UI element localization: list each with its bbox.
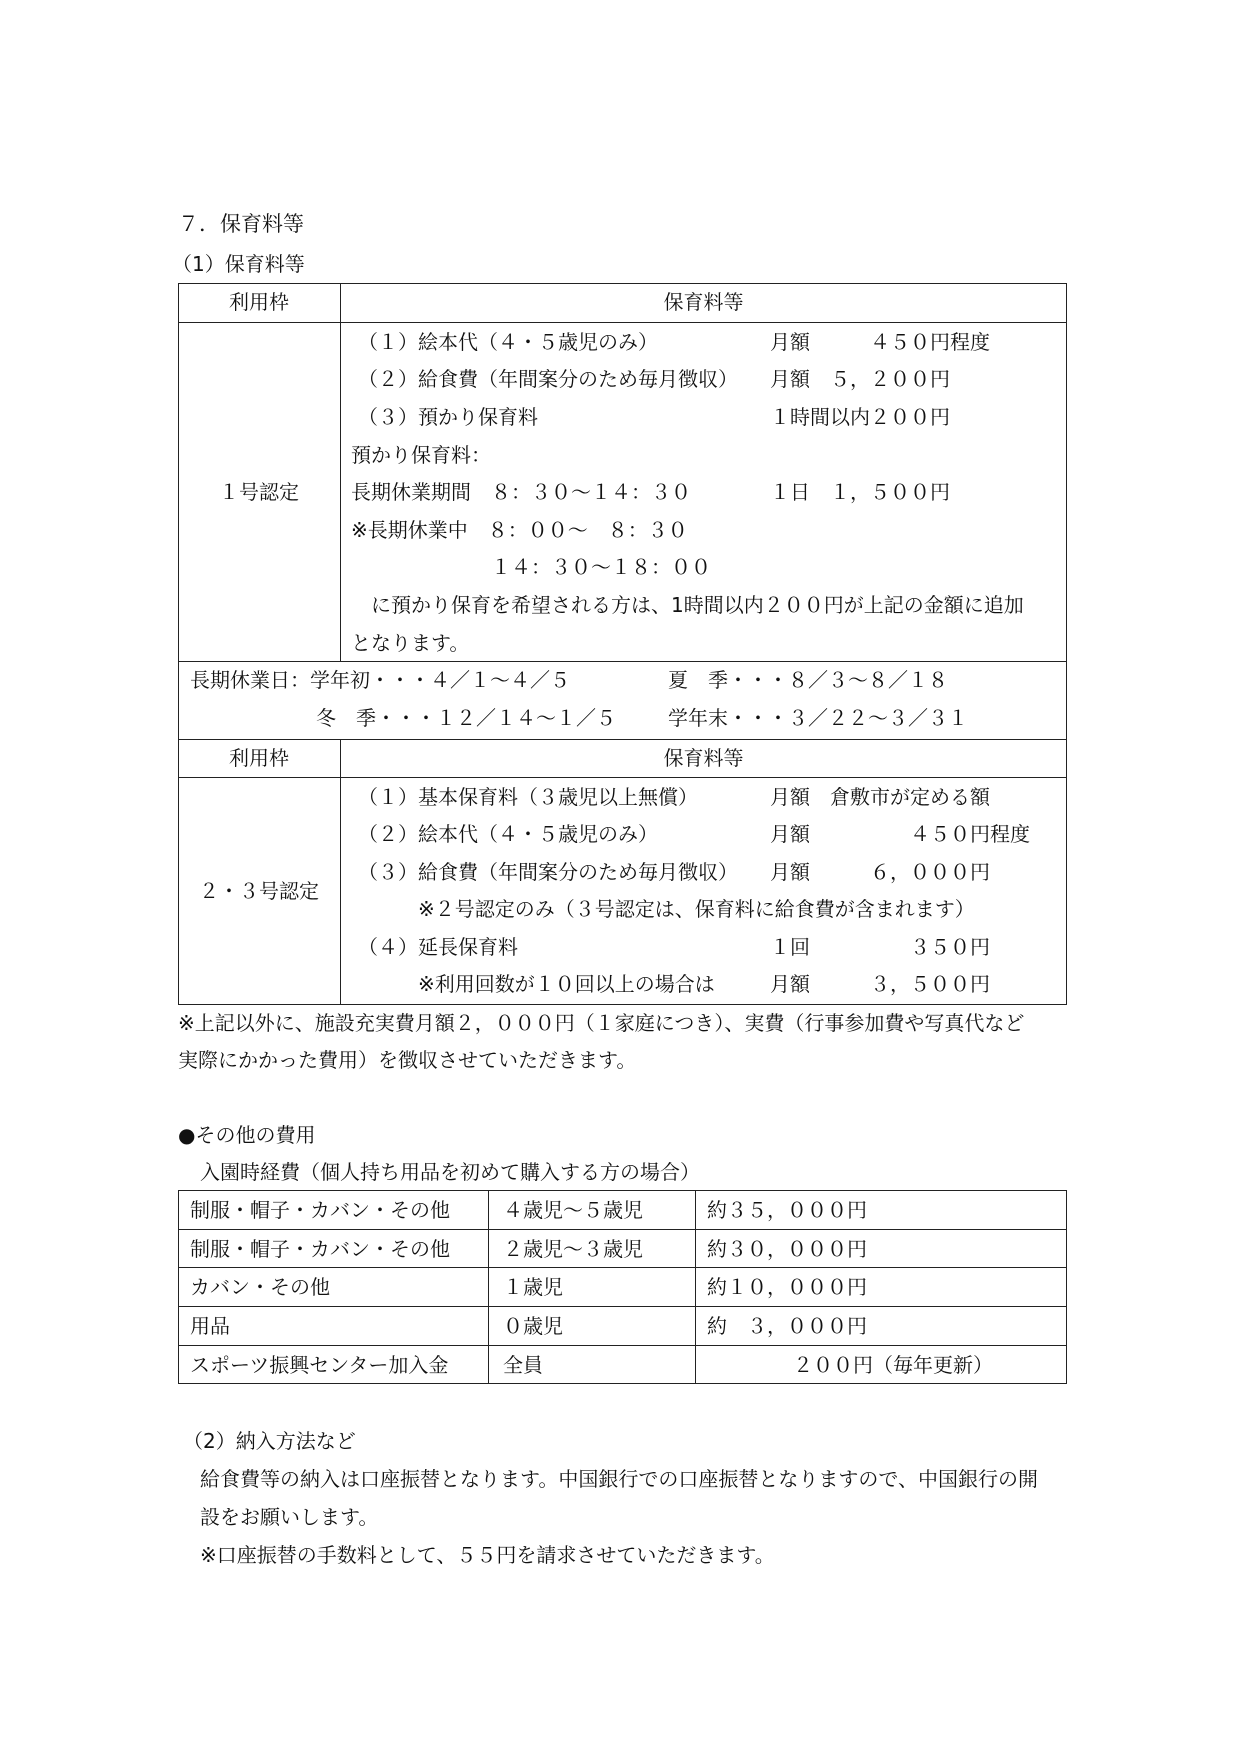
holiday-periods: 冬 季・・・１２／１４～１／５ — [316, 706, 616, 730]
subsection-title-fees: （1）保育料等 — [172, 252, 305, 276]
entry-costs-column-divider — [488, 1190, 489, 1384]
note-facility-fee: 実際にかかった費用）を徴収させていただきます。 — [178, 1048, 637, 1072]
fee-line-amount: １時間以内２００円 — [770, 405, 950, 429]
other-costs-heading: ●その他の費用 — [178, 1123, 316, 1147]
entry-cost-item: 制服・帽子・カバン・その他 — [190, 1198, 450, 1222]
fees-table-divider — [178, 322, 1067, 323]
entry-cost-age: 全員 — [503, 1353, 543, 1377]
fees-table-divider — [178, 661, 1067, 662]
fee-line-amount: 月額 ３，５００円 — [770, 972, 990, 996]
fee-line-description: 長期休業期間 ８：３０～１４：３０ — [351, 480, 691, 504]
holiday-periods: 学年末・・・３／２２～３／３１ — [668, 706, 968, 730]
holiday-periods: 長期休業日：学年初・・・４／１～４／５ — [190, 668, 570, 692]
fee-line-description: ※長期休業中 ８：００～ ８：３０ — [351, 518, 688, 542]
fee-line-description: （３）預かり保育料 — [358, 405, 538, 429]
fee-line-description: （４）延長保育料 — [358, 935, 518, 959]
row-label-type2-3: ２・３号認定 — [199, 879, 319, 903]
column-header-usage: 利用枠 — [229, 290, 289, 314]
column-header-usage: 利用枠 — [229, 746, 289, 770]
entry-cost-amount: 約１０，０００円 — [707, 1275, 867, 1299]
entry-costs-heading: 入園時経費（個人持ち用品を初めて購入する方の場合） — [200, 1160, 700, 1184]
column-header-fees: 保育料等 — [663, 746, 744, 770]
fee-line-amount: 月額 ４５０円程度 — [770, 330, 990, 354]
section-title: ７．保育料等 — [178, 212, 304, 236]
fee-line-description: 預かり保育料： — [351, 443, 491, 467]
fee-line-amount: 月額 倉敷市が定める額 — [770, 785, 990, 809]
subsection-title-payment: （2）納入方法など — [183, 1429, 356, 1453]
column-header-fees: 保育料等 — [663, 290, 744, 314]
entry-cost-amount: 約３０，０００円 — [707, 1237, 867, 1261]
fees-table-column-divider — [340, 283, 341, 661]
entry-costs-row-divider — [178, 1306, 1067, 1307]
row-label-type1: １号認定 — [219, 480, 299, 504]
fee-line-description: （１）基本保育料（３歳児以上無償） — [358, 785, 698, 809]
fee-line-description: （２）絵本代（４・５歳児のみ） — [358, 822, 658, 846]
fee-line-description: ※利用回数が１０回以上の場合は — [358, 972, 715, 996]
holiday-periods: 夏 季・・・８／３～８／１８ — [668, 668, 948, 692]
fee-line-amount: １回 ３５０円 — [770, 935, 990, 959]
entry-cost-age: ０歳児 — [503, 1314, 563, 1338]
fees-table-divider — [178, 739, 1067, 740]
entry-cost-age: ４歳児～５歳児 — [503, 1198, 643, 1222]
entry-cost-amount: 約 ３，０００円 — [707, 1314, 867, 1338]
fee-line-description: ※２号認定のみ（３号認定は、保育料に給食費が含まれます） — [358, 897, 975, 921]
entry-cost-item: カバン・その他 — [190, 1275, 330, 1299]
fee-line-description: １４：３０～１８：００ — [351, 555, 711, 579]
fee-line-amount: 月額 ６，０００円 — [770, 860, 990, 884]
note-facility-fee: ※上記以外に、施設充実費月額２，０００円（１家庭につき）、実費（行事参加費や写真代など — [178, 1011, 1025, 1035]
entry-cost-item: スポーツ振興センター加入金 — [190, 1353, 449, 1377]
entry-cost-amount: ２００円（毎年更新） — [793, 1353, 993, 1377]
payment-text: 給食費等の納入は口座振替となります。中国銀行での口座振替となりますので、中国銀行の開 — [200, 1467, 1038, 1491]
payment-text: ※口座振替の手数料として、５５円を請求させていただきます。 — [200, 1543, 775, 1567]
fee-line-amount: 月額 ５，２００円 — [770, 367, 950, 391]
entry-cost-item: 用品 — [190, 1314, 230, 1338]
entry-costs-row-divider — [178, 1229, 1067, 1230]
entry-costs-row-divider — [178, 1267, 1067, 1268]
fee-line-amount: １日 １，５００円 — [770, 480, 950, 504]
fee-line-description: （１）絵本代（４・５歳児のみ） — [358, 330, 658, 354]
entry-costs-row-divider — [178, 1345, 1067, 1346]
fee-line-description: （３）給食費（年間案分のため毎月徴収） — [358, 860, 738, 884]
entry-cost-amount: 約３５，０００円 — [707, 1198, 867, 1222]
fee-line-description: となります。 — [351, 631, 470, 655]
fees-table-column-divider — [340, 739, 341, 1005]
fee-line-description: に預かり保育を希望される方は、1時間以内２００円が上記の金額に追加 — [351, 593, 1024, 617]
entry-cost-age: １歳児 — [503, 1275, 563, 1299]
fees-table-divider — [178, 777, 1067, 778]
entry-cost-item: 制服・帽子・カバン・その他 — [190, 1237, 450, 1261]
fee-line-amount: 月額 ４５０円程度 — [770, 822, 1030, 846]
fee-line-description: （２）給食費（年間案分のため毎月徴収） — [358, 367, 738, 391]
payment-text: 設をお願いします。 — [200, 1505, 379, 1529]
entry-cost-age: ２歳児～３歳児 — [503, 1237, 643, 1261]
entry-costs-column-divider — [695, 1190, 696, 1384]
